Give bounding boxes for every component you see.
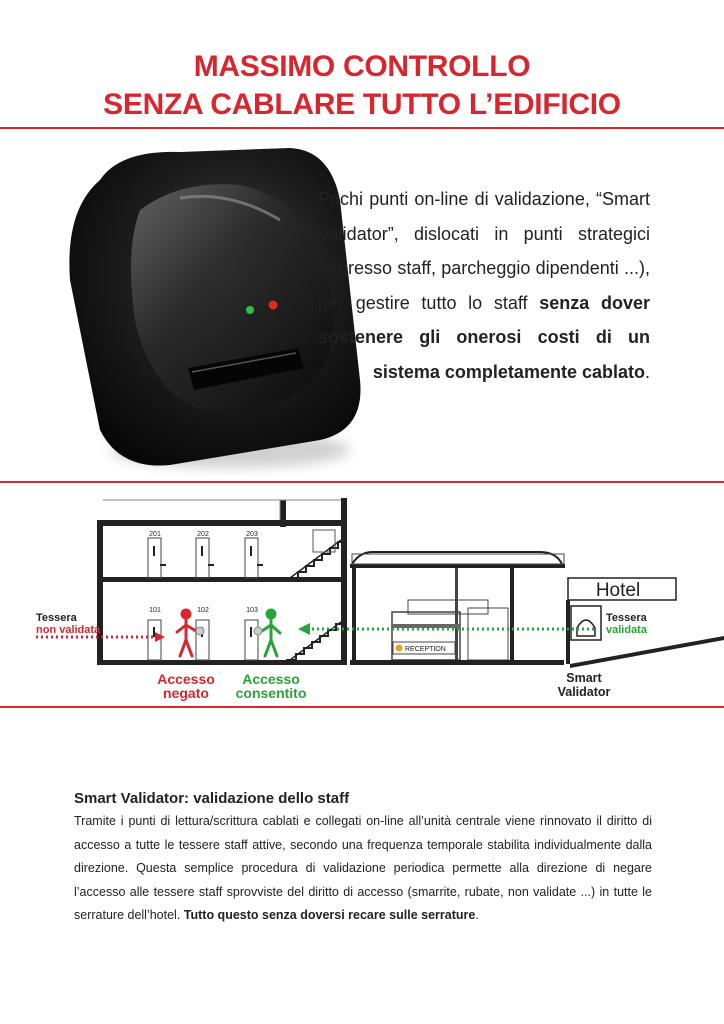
room-201: 201 bbox=[149, 531, 161, 538]
validata-label: validata bbox=[606, 624, 647, 636]
section-body bbox=[74, 810, 652, 928]
section-title: Smart Validator: validazione dello staff bbox=[74, 790, 350, 807]
top-divider bbox=[0, 127, 724, 129]
validator-line-2: Validator bbox=[557, 685, 611, 699]
diagram-bottom-divider bbox=[0, 706, 724, 708]
denied-line-1: Accesso bbox=[157, 671, 215, 687]
section-body-bold: Tutto questo senza doversi recare sulle serrature bbox=[183, 908, 476, 922]
intro-text-bold: senza dover sostenere gli onerosi costi di un sistema completamente cablato bbox=[318, 292, 650, 382]
diagram-top-divider bbox=[0, 481, 724, 483]
section-body-text: Tramite i punti di lettura/scrittura cablati e collegati on-line all’unità centrale viene rinnovato il diritto di accesso a tutte le tessere staff attive, secondo una frequenza temporale stabilita individualmente dalla direzione. Questa semplice procedura di validazione periodica permette alla direzione di negare l’accesso alle tessere staff sprovviste del diritto di accesso (smarrite, rubate, non validate ...) in tutte le serrature dell’hotel. bbox=[74, 814, 652, 922]
intro-text-end: . bbox=[644, 361, 650, 382]
granted-line-1: Accesso bbox=[242, 671, 300, 687]
intro-paragraph bbox=[318, 182, 650, 389]
hotel-sign: Hotel bbox=[595, 580, 641, 601]
title-line-2: SENZA CABLARE TUTTO L’EDIFICIO bbox=[103, 88, 621, 121]
room-101: 101 bbox=[149, 607, 161, 614]
room-203: 203 bbox=[246, 531, 258, 538]
denied-line-2: negato bbox=[163, 685, 209, 701]
reception-sign: RECEPTION bbox=[405, 646, 446, 653]
page-title bbox=[0, 48, 724, 124]
room-102: 102 bbox=[197, 607, 209, 614]
section-body-end: . bbox=[475, 908, 479, 922]
tessera-left-label: Tessera bbox=[36, 612, 77, 624]
accesso-negato-label bbox=[150, 672, 222, 700]
room-202: 202 bbox=[197, 531, 209, 538]
non-validata-label: non validata bbox=[36, 624, 101, 636]
validator-line-1: Smart bbox=[566, 671, 602, 685]
tessera-right-label: Tessera bbox=[606, 612, 647, 624]
title-line-1: MASSIMO CONTROLLO bbox=[193, 50, 531, 83]
accesso-consentito-label bbox=[226, 672, 316, 700]
granted-line-2: consentito bbox=[235, 685, 307, 701]
intro-text: Pochi punti on-line di validazione, “Smart Validator”, dislocati in punti strategici (ingresso staff, parcheggio dipendenti ...), per gestire tutto lo staff bbox=[318, 189, 650, 313]
room-103: 103 bbox=[246, 607, 258, 614]
smart-validator-label bbox=[548, 671, 620, 699]
